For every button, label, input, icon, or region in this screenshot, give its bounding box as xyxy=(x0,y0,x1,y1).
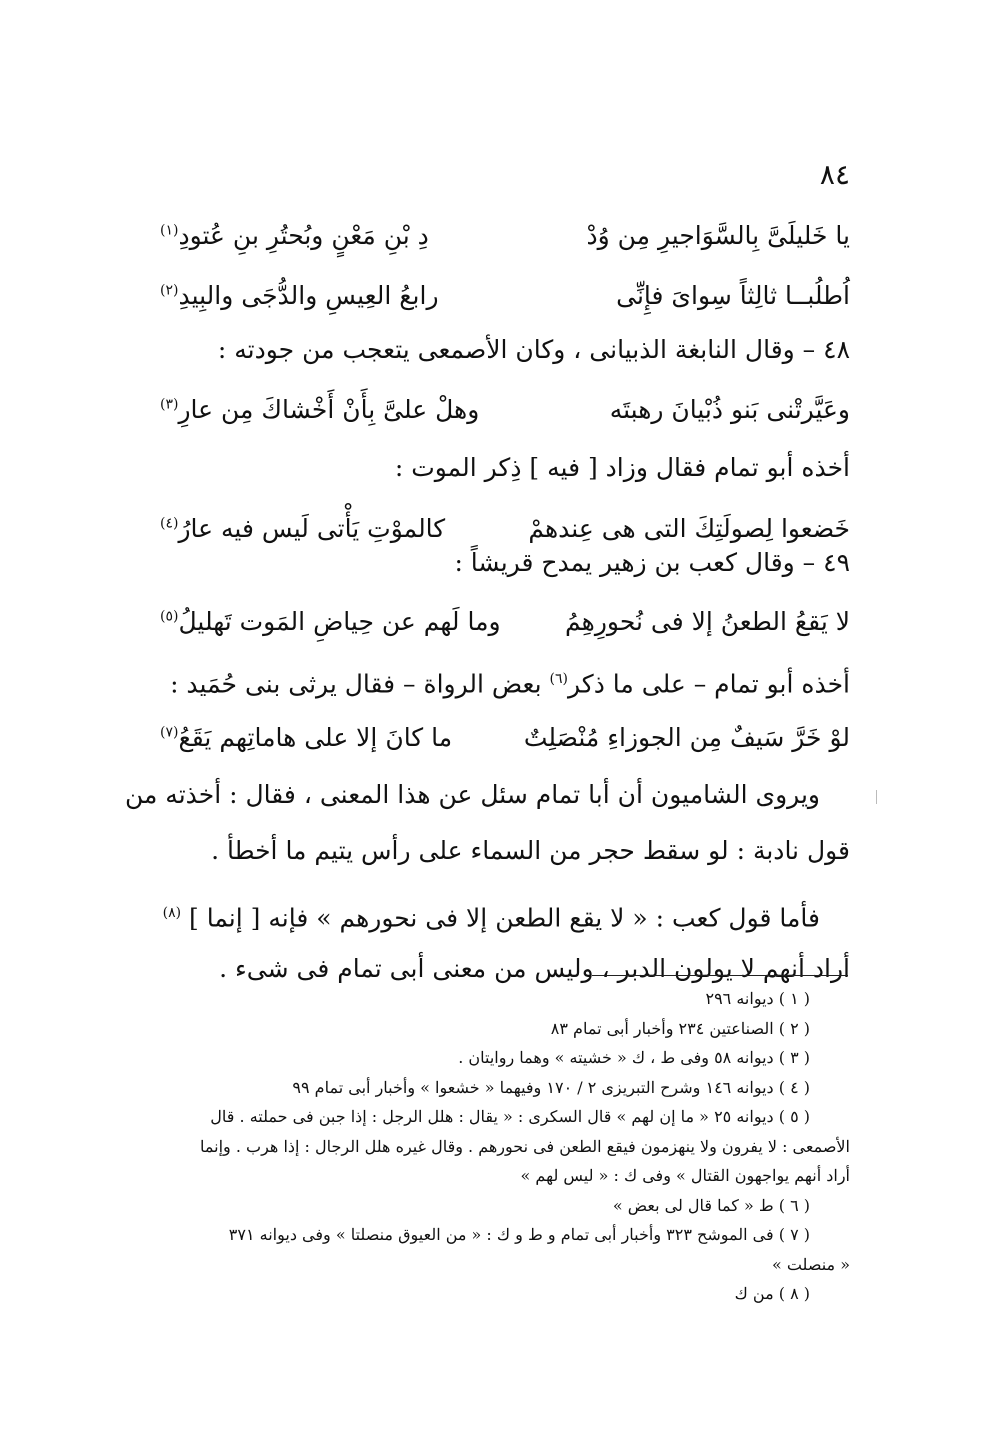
verse-second-text: كالموْتِ يَأْتى لَيس فيه عارُ xyxy=(178,513,446,543)
footnote: ( ٣ ) ديوانه ٥٨ وفى ط ، ك « خشيته » وهما روايتان . xyxy=(458,1048,810,1067)
verse-second-text: وهلْ علىَّ بِأَنْ أَخْشاكَ مِن عارِ xyxy=(178,394,480,424)
footnote-continuation: « منصلت » xyxy=(771,1254,850,1274)
footnote-marker: (٦) xyxy=(549,671,568,687)
section-48 xyxy=(160,322,850,560)
footnote: ( ١ ) ديوانه ٢٩٦ xyxy=(705,989,810,1008)
section-intro: ٤٨ – وقال النابغة الذبيانى ، وكان الأصمعى يتعجب من جودته : xyxy=(217,335,850,364)
footnote: ( ٢ ) الصناعتين ٢٣٤ وأخبار أبى تمام ٨٣ xyxy=(550,1018,810,1038)
footnote-marker: (٧) xyxy=(160,724,179,741)
prose-line xyxy=(160,885,850,941)
footnote-marker: (١) xyxy=(160,222,179,239)
footnote-marker: (٤) xyxy=(160,515,179,532)
prose-line: أخذه أبو تمام فقال وزاد [ فيه ] ذِكر الموت : xyxy=(394,453,850,482)
footnote-marker: (٨) xyxy=(162,905,182,921)
verse-second-hemistich xyxy=(160,395,479,424)
verse-second-text: رابعُ العِيسِ والدُّجَى والبِيدِ xyxy=(178,280,439,310)
verse-line xyxy=(160,378,850,440)
verse-first-hemistich: اُطلُبــا ثالِثاً سِواىَ فإِنِّى xyxy=(616,280,850,310)
prose-line: قول نادبة : لو سقط حجر من السماء على رأس يتيم ما أخطأ . xyxy=(211,836,850,865)
prose-text: بعض الرواة – فقال يرثى بنى حُمَيد : xyxy=(170,669,550,699)
footnote: ( ٨ ) من ك xyxy=(734,1284,810,1303)
verse-second-hemistich xyxy=(160,281,439,310)
verse-first-hemistich: وعَيَّرتْنى بَنو ذُبْيانَ رهبتَه xyxy=(609,394,850,424)
footnote-marker: (٥) xyxy=(160,608,179,625)
footnote: ( ٤ ) ديوانه ١٤٦ وشرح التبريزى ٢ / ١٧٠ وفيهما « خشعوا » وأخبار أبى تمام ٩٩ xyxy=(292,1077,810,1097)
verse-second-text: ما كانَ إلا على هاماتِهم يَقَعُ xyxy=(178,722,453,752)
verse-line xyxy=(160,265,850,325)
section-intro: ٤٩ – وقال كعب بن زهير يمدح قريشاً : xyxy=(454,548,850,577)
footnote-marker: (٣) xyxy=(160,396,179,413)
verse-first-hemistich: لوْ خَرَّ سَيفٌ مِن الجوزاءِ مُنْصَلِتٌ xyxy=(523,722,850,752)
footnote-continuation: الأصمعى : لا يفرون ولا ينهزمون فيقع الطعن فى نحورهم . وقال غيره هلل الرجال : إذا هرب . وإنما xyxy=(200,1136,850,1156)
verses-block-top xyxy=(160,205,850,325)
verse-first-hemistich: يا خَليلَىَّ بِالسَّوَاجيرِ مِن وُدْ xyxy=(586,220,850,250)
footnote: ( ٧ ) فى الموشح ٣٢٣ وأخبار أبى تمام و ط و ك : « من العيوق منصلتا » وفى ديوانه ٣٧١ xyxy=(228,1225,810,1244)
verse-second-hemistich xyxy=(160,607,501,636)
verse-line xyxy=(160,205,850,265)
prose-line: أراد أنهم لا يولون الدبر ، وليس من معنى أبى تمام فى شىء . xyxy=(219,954,850,983)
prose-text: فأما قول كعب : « لا يقع الطعن إلا فى نحورهم » فإنه [ إنما ] xyxy=(189,903,820,933)
verse-line xyxy=(160,707,850,767)
section-49 xyxy=(124,535,850,997)
footnote-continuation: أراد أنهم يواجهون القتال » وفى ك : « ليس لهم » xyxy=(520,1166,850,1185)
page-number: ٨٤ xyxy=(819,158,850,191)
verse-second-hemistich xyxy=(160,723,452,752)
footnote: ( ٥ ) ديوانه ٢٥ « ما إن لهم » قال السكرى : « يقال : هلل الرجل : إذا جبن فى حملته . قال xyxy=(210,1107,810,1126)
verse-second-text: دِ بْنِ مَعْنٍ وبُحتُرِ بنِ عُتودِ xyxy=(178,220,429,250)
footnote: ( ٦ ) ط « كما قال لى بعض » xyxy=(612,1195,810,1215)
verse-first-hemistich: لا يَقعُ الطعنُ إلا فى نُحورِهِمُ xyxy=(565,606,850,636)
margin-mark xyxy=(876,790,877,804)
footnote-separator xyxy=(592,975,848,976)
footnotes xyxy=(160,984,850,1309)
verse-second-hemistich xyxy=(160,221,429,250)
footnote-marker: (٢) xyxy=(160,282,179,299)
verse-first-hemistich: خَضعوا لِصولَتِكَ التى هى عِندهمْ xyxy=(528,513,850,543)
prose-text: أخذه أبو تمام – على ما ذكر xyxy=(568,669,850,699)
prose-line: ويروى الشاميون أن أبا تمام سئل عن هذا المعنى ، فقال : أخذته من xyxy=(124,780,820,809)
verse-second-text: وما لَهم عن حِياضِ المَوت تَهليلُ xyxy=(178,606,501,636)
prose-line xyxy=(160,651,850,707)
verse-line xyxy=(160,591,850,651)
